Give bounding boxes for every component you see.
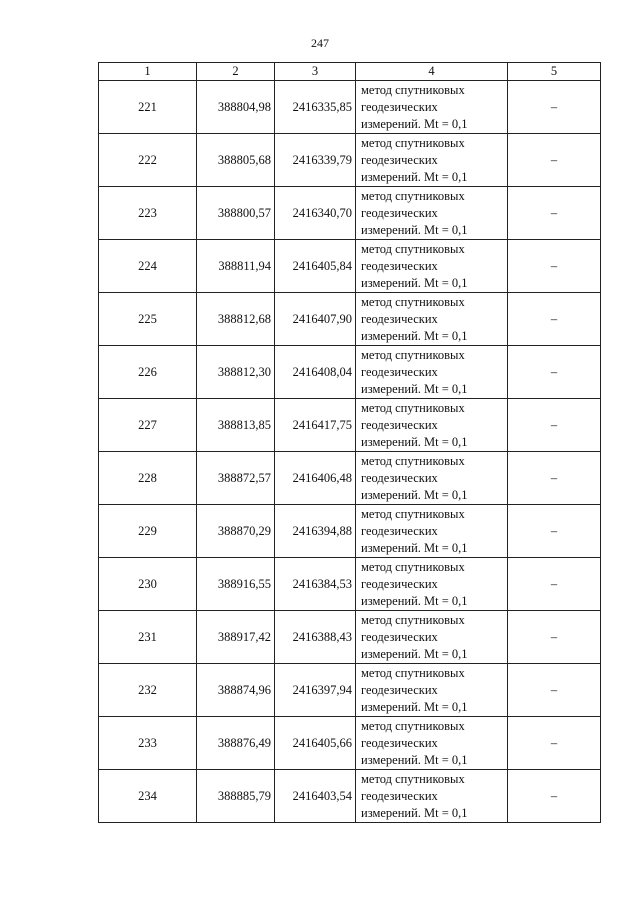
coordinate-x: 388874,96 [197,664,275,717]
coordinate-y: 2416408,04 [275,346,356,399]
table-row [99,452,601,505]
table-row [99,717,601,770]
note-cell: – [508,717,601,770]
coordinate-x: 388812,30 [197,346,275,399]
point-number: 230 [99,558,197,611]
point-number: 224 [99,240,197,293]
coordinate-y: 2416394,88 [275,505,356,558]
method-line-3: измерений. Mt = 0,1 [361,434,468,449]
method-line-2: геодезических [361,523,438,538]
method-line-2: геодезических [361,99,438,114]
method-line-1: метод спутниковых [361,718,465,733]
point-number: 231 [99,611,197,664]
method-line-2: геодезических [361,152,438,167]
note-cell: – [508,770,601,823]
method-line-2: геодезических [361,788,438,803]
point-number: 223 [99,187,197,240]
method-line-1: метод спутниковых [361,453,465,468]
method-line-1: метод спутниковых [361,241,465,256]
method-line-2: геодезических [361,205,438,220]
coordinate-x: 388805,68 [197,134,275,187]
note-cell: – [508,452,601,505]
method-line-2: геодезических [361,417,438,432]
note-cell: – [508,664,601,717]
coordinate-x: 388812,68 [197,293,275,346]
coordinate-x: 388800,57 [197,187,275,240]
method-line-3: измерений. Mt = 0,1 [361,275,468,290]
note-cell: – [508,187,601,240]
coordinate-x: 388870,29 [197,505,275,558]
coordinate-x: 388876,49 [197,717,275,770]
coordinate-y: 2416339,79 [275,134,356,187]
coordinate-y: 2416405,66 [275,717,356,770]
coordinate-x: 388813,85 [197,399,275,452]
table-row [99,240,601,293]
table-row [99,664,601,717]
table-row [99,134,601,187]
method-description [356,452,508,505]
point-number: 221 [99,81,197,134]
point-number: 225 [99,293,197,346]
table-row [99,505,601,558]
table-row [99,770,601,823]
note-cell: – [508,399,601,452]
coordinate-y: 2416406,48 [275,452,356,505]
coordinate-x: 388916,55 [197,558,275,611]
coordinate-x: 388804,98 [197,81,275,134]
coordinate-y: 2416405,84 [275,240,356,293]
method-description [356,611,508,664]
point-number: 232 [99,664,197,717]
method-line-1: метод спутниковых [361,82,465,97]
method-line-1: метод спутниковых [361,294,465,309]
coordinate-x: 388885,79 [197,770,275,823]
method-line-1: метод спутниковых [361,347,465,362]
method-line-3: измерений. Mt = 0,1 [361,540,468,555]
point-number: 233 [99,717,197,770]
method-line-1: метод спутниковых [361,188,465,203]
method-line-3: измерений. Mt = 0,1 [361,381,468,396]
method-line-1: метод спутниковых [361,135,465,150]
method-line-3: измерений. Mt = 0,1 [361,752,468,767]
note-cell: – [508,240,601,293]
note-cell: – [508,81,601,134]
method-line-2: геодезических [361,258,438,273]
method-description [356,505,508,558]
method-line-3: измерений. Mt = 0,1 [361,487,468,502]
table-row [99,558,601,611]
coordinate-y: 2416335,85 [275,81,356,134]
method-line-1: метод спутниковых [361,506,465,521]
point-number: 227 [99,399,197,452]
table-row [99,346,601,399]
point-number: 234 [99,770,197,823]
method-line-1: метод спутниковых [361,612,465,627]
point-number: 226 [99,346,197,399]
method-line-2: геодезических [361,311,438,326]
table-header-row [99,63,601,81]
method-description [356,770,508,823]
coordinate-y: 2416397,94 [275,664,356,717]
method-line-1: метод спутниковых [361,771,465,786]
header-col-4: 4 [356,63,508,81]
method-description [356,134,508,187]
method-description [356,558,508,611]
method-description [356,717,508,770]
header-col-2: 2 [197,63,275,81]
method-line-2: геодезических [361,576,438,591]
method-line-3: измерений. Mt = 0,1 [361,169,468,184]
method-line-2: геодезических [361,735,438,750]
table-row [99,611,601,664]
coordinates-table [98,62,601,823]
header-col-3: 3 [275,63,356,81]
point-number: 229 [99,505,197,558]
method-description [356,664,508,717]
note-cell: – [508,505,601,558]
note-cell: – [508,558,601,611]
method-line-1: метод спутниковых [361,559,465,574]
coordinate-y: 2416417,75 [275,399,356,452]
method-line-3: измерений. Mt = 0,1 [361,116,468,131]
coordinate-y: 2416340,70 [275,187,356,240]
method-description [356,240,508,293]
method-line-3: измерений. Mt = 0,1 [361,699,468,714]
table-row [99,187,601,240]
method-description [356,81,508,134]
point-number: 222 [99,134,197,187]
method-description [356,187,508,240]
note-cell: – [508,293,601,346]
note-cell: – [508,346,601,399]
coordinate-y: 2416388,43 [275,611,356,664]
coordinate-y: 2416403,54 [275,770,356,823]
note-cell: – [508,611,601,664]
header-col-5: 5 [508,63,601,81]
coordinate-x: 388811,94 [197,240,275,293]
method-line-2: геодезических [361,682,438,697]
note-cell: – [508,134,601,187]
method-line-3: измерений. Mt = 0,1 [361,646,468,661]
method-line-3: измерений. Mt = 0,1 [361,222,468,237]
page-number: 247 [311,36,329,50]
coordinate-y: 2416384,53 [275,558,356,611]
method-line-2: геодезических [361,364,438,379]
table-row [99,81,601,134]
method-line-3: измерений. Mt = 0,1 [361,328,468,343]
method-description [356,399,508,452]
method-line-1: метод спутниковых [361,665,465,680]
method-description [356,293,508,346]
method-line-3: измерений. Mt = 0,1 [361,593,468,608]
table-body [99,81,601,823]
table-row [99,293,601,346]
method-line-2: геодезических [361,470,438,485]
coordinate-x: 388872,57 [197,452,275,505]
method-line-1: метод спутниковых [361,400,465,415]
coordinate-x: 388917,42 [197,611,275,664]
point-number: 228 [99,452,197,505]
coordinate-y: 2416407,90 [275,293,356,346]
table-row [99,399,601,452]
method-line-2: геодезических [361,629,438,644]
method-line-3: измерений. Mt = 0,1 [361,805,468,820]
header-col-1: 1 [99,63,197,81]
method-description [356,346,508,399]
